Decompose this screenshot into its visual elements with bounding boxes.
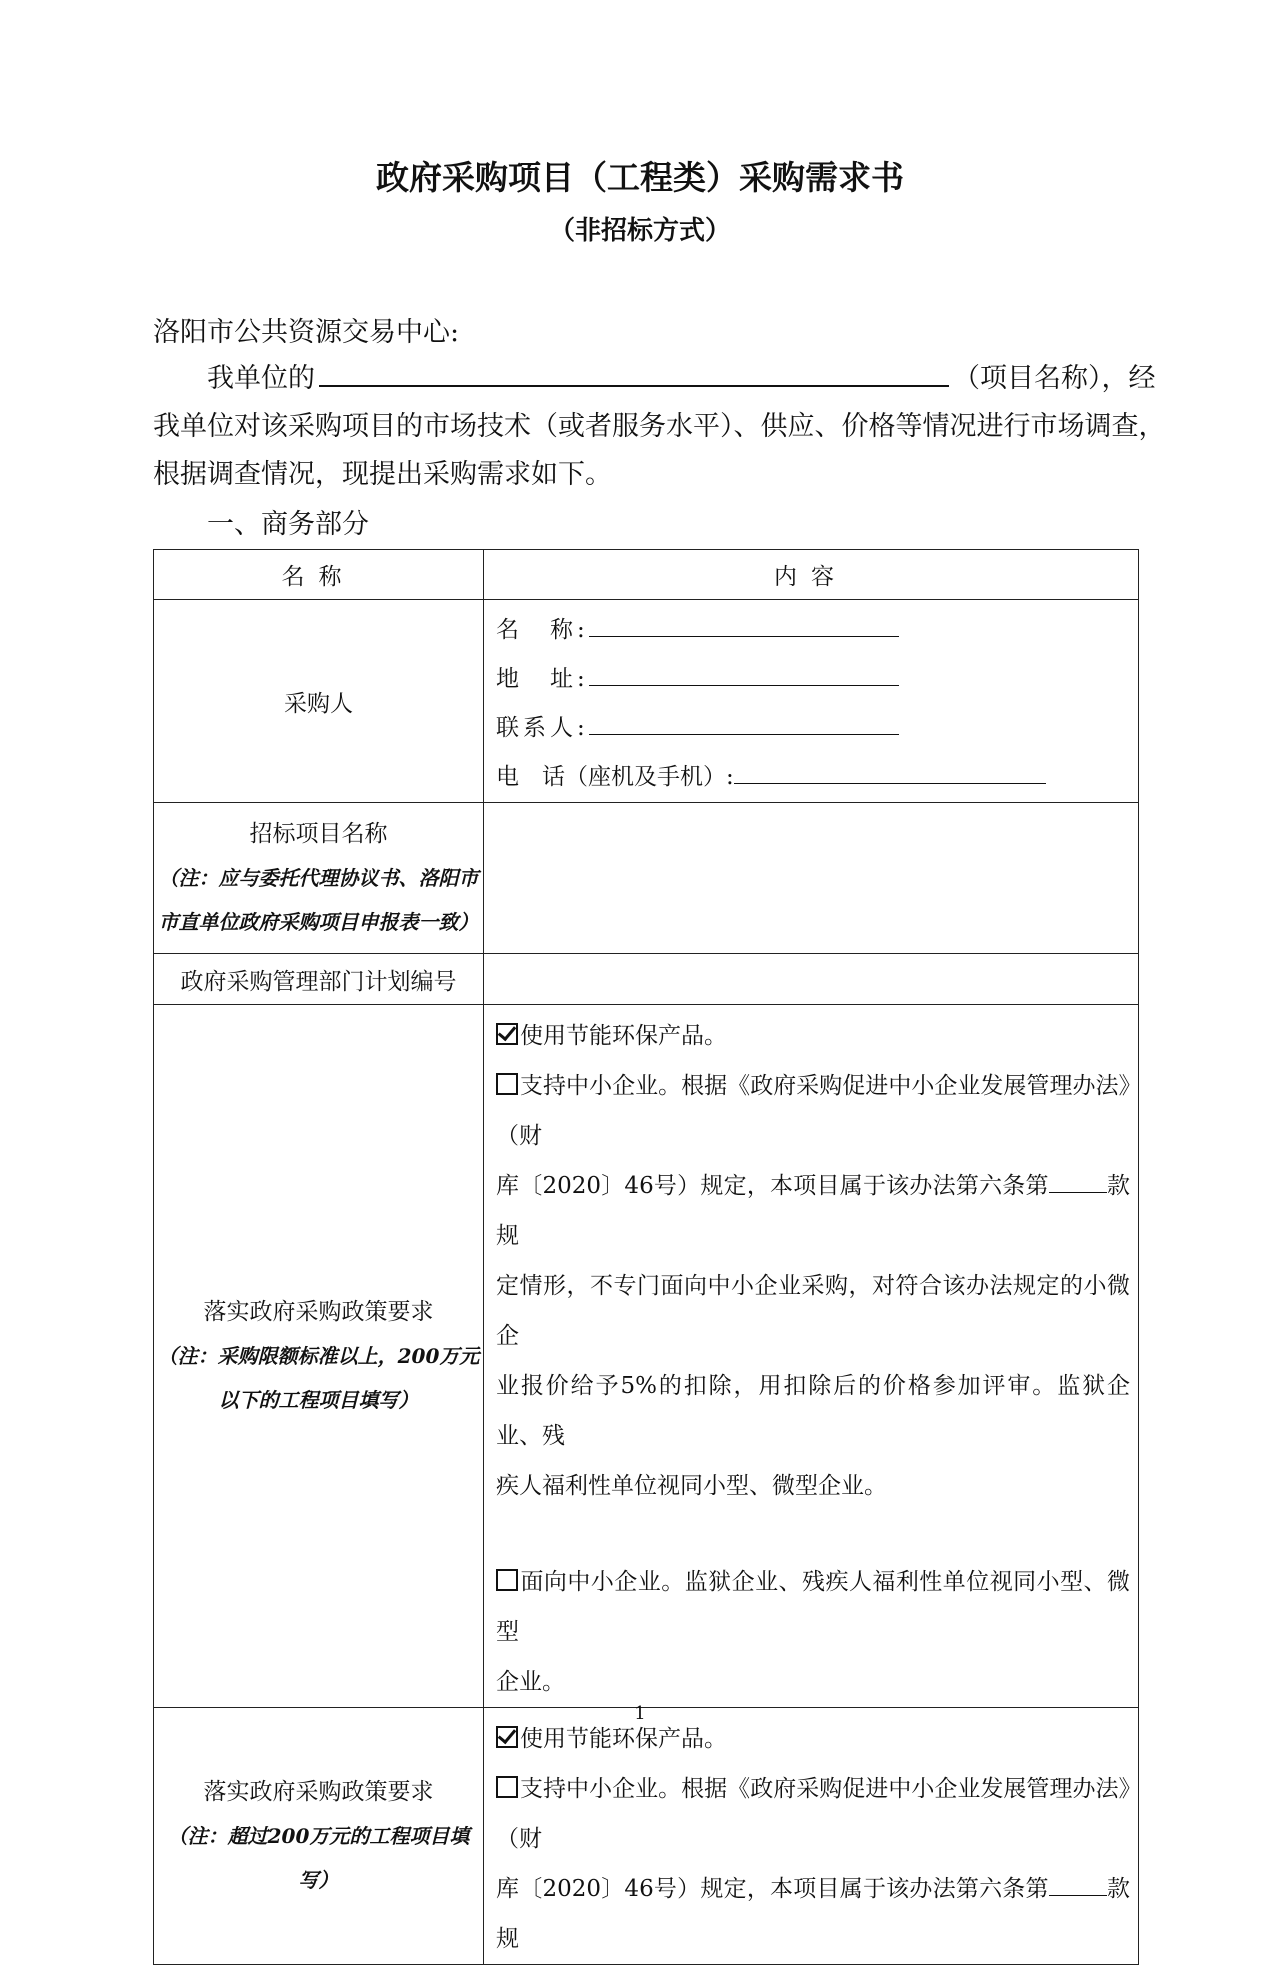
addressee: 洛阳市公共资源交易中心: xyxy=(153,317,460,348)
clause-number-blank[interactable] xyxy=(1049,1875,1107,1896)
policy-small-note-2: 以下的工程项目填写） xyxy=(218,1388,419,1412)
table-row-purchaser xyxy=(154,600,1139,803)
document-subtitle: （非招标方式） xyxy=(548,216,731,246)
project-name-note-1: （注：应与委托代理协议书、洛阳市 xyxy=(158,866,479,890)
intro-prefix: 我单位的 xyxy=(207,363,315,394)
intro-line-1 xyxy=(153,355,1156,403)
policy-large-label: 落实政府采购政策要求 xyxy=(203,1779,434,1805)
project-name-value[interactable] xyxy=(484,803,1139,954)
intro-paragraph xyxy=(153,355,1166,499)
project-name-label-cell xyxy=(154,803,484,954)
purchaser-label: 采购人 xyxy=(154,600,484,803)
policy-large-energy-item: 使用节能环保产品。 xyxy=(496,1714,1130,1764)
table-row-policy-small xyxy=(154,1005,1139,1708)
project-name-blank[interactable] xyxy=(319,355,949,387)
policy-small-sme-only-item: 面向中小企业。监狱企业、残疾人福利性单位视同小型、微型 xyxy=(496,1569,1130,1645)
header-content: 内容 xyxy=(484,550,1139,600)
purchaser-address-label: 地 址: xyxy=(496,666,589,692)
energy-checkbox-icon[interactable] xyxy=(496,1726,518,1748)
purchaser-phone-row xyxy=(496,753,1138,802)
purchaser-address-row xyxy=(496,655,1138,704)
table-header-row xyxy=(154,550,1139,600)
purchaser-name-label: 名 称: xyxy=(496,617,589,643)
policy-large-note: （注：超过200万元的工程项目填写） xyxy=(167,1824,470,1892)
intro-line-2: 我单位对该采购项目的市场技术（或者服务水平）、供应、价格等情况进行市场调查， xyxy=(153,411,1166,442)
purchaser-name-row xyxy=(496,606,1138,655)
project-name-label: 招标项目名称 xyxy=(249,821,388,847)
project-name-note-2: 市直单位政府采购项目申报表一致） xyxy=(158,910,479,934)
purchaser-phone-label: 电 话（座机及手机）: xyxy=(496,764,734,790)
sme-support-checkbox-icon[interactable] xyxy=(496,1776,518,1798)
policy-small-sme-support-item: 支持中小企业。根据《政府采购促进中小企业发展管理办法》（财 xyxy=(496,1073,1130,1149)
energy-checkbox-icon[interactable] xyxy=(496,1023,518,1045)
clause-number-blank[interactable] xyxy=(1049,1172,1107,1193)
policy-large-content: 使用节能环保产品。 支持中小企业。根据《政府采购促进中小企业发展管理办法》（财 库〔2020〕46号）规定，本项目属于该办法第六条第 款规 xyxy=(484,1708,1139,1965)
table-row-policy-large xyxy=(154,1708,1139,1965)
sme-only-checkbox-icon[interactable] xyxy=(496,1569,518,1591)
purchaser-address-blank[interactable] xyxy=(589,661,899,686)
purchaser-fields xyxy=(484,600,1139,803)
table-row-plan-number xyxy=(154,954,1139,1005)
purchaser-contact-row xyxy=(496,704,1138,753)
plan-number-value[interactable] xyxy=(484,954,1139,1005)
policy-small-note-1: （注：采购限额标准以上，200万元 xyxy=(157,1344,480,1368)
policy-small-content: 使用节能环保产品。 支持中小企业。根据《政府采购促进中小企业发展管理办法》（财 库〔2020〕46号）规定，本项目属于该办法第六条第 款规 定情形，不专门面向中小企业采购，对符合该办法规定的小微企 业报价给予5%的扣除，用扣除后的价格参加评审。监狱企业、残 疾人福利性单位视同小型、微型企业。 面向中小企业。监狱企业、残疾人福利性单位视同小型、微型 企业。 xyxy=(484,1005,1139,1708)
policy-small-label: 落实政府采购政策要求 xyxy=(203,1299,434,1325)
business-table xyxy=(153,549,1139,1965)
policy-large-label-cell xyxy=(154,1708,484,1965)
document-title: 政府采购项目（工程类）采购需求书 xyxy=(376,158,904,197)
table-row-project-name xyxy=(154,803,1139,954)
page-number: 1 xyxy=(634,1703,646,1724)
plan-number-label: 政府采购管理部门计划编号 xyxy=(154,954,484,1005)
section-heading-business: 一、商务部分 xyxy=(207,509,369,540)
sme-support-checkbox-icon[interactable] xyxy=(496,1073,518,1095)
header-name: 名称 xyxy=(154,550,484,600)
purchaser-name-blank[interactable] xyxy=(589,612,899,637)
policy-large-sme-support-item: 支持中小企业。根据《政府采购促进中小企业发展管理办法》（财 xyxy=(496,1776,1130,1852)
purchaser-contact-label: 联系人: xyxy=(496,715,589,741)
purchaser-contact-blank[interactable] xyxy=(589,710,899,735)
policy-small-energy-item: 使用节能环保产品。 xyxy=(496,1011,1130,1061)
policy-small-label-cell xyxy=(154,1005,484,1708)
intro-suffix: （项目名称），经 xyxy=(953,363,1156,394)
intro-line-3: 根据调查情况，现提出采购需求如下。 xyxy=(153,459,612,490)
purchaser-phone-blank[interactable] xyxy=(734,759,1046,784)
